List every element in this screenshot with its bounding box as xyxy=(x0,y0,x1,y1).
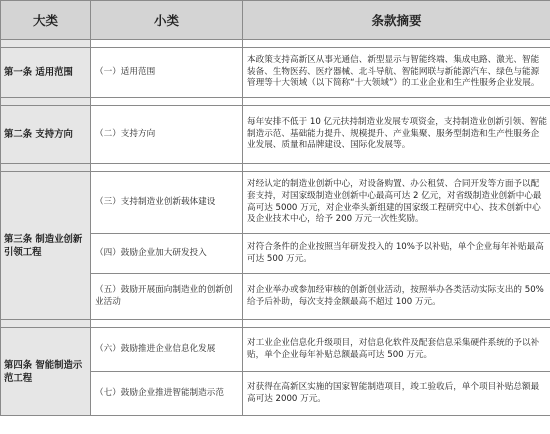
item-6-summary: 对工业企业信息化升级项目，对信息化软件及配套信息采集硬件系统的予以补贴，单个企业每年补贴总额最高可达 500 万元。 xyxy=(243,328,550,372)
header-minor-category: 小类 xyxy=(91,1,243,40)
item-5-summary: 对企业举办或参加经审核的创新创业活动，按照举办各类活动实际支出的 50%给予后补助，每次支持金额最高不超过 100 万元。 xyxy=(243,274,550,320)
spacer-cell xyxy=(1,40,91,48)
item-1-minor: （一）适用范围 xyxy=(91,48,243,98)
header-clause-summary: 条款摘要 xyxy=(243,1,550,40)
article-2-title: 第二条 支持方向 xyxy=(1,106,91,164)
item-3-summary: 对经认定的制造业创新中心，对设备购置、办公租赁、合同开发等方面予以配套支持，对国家级制造业创新中心最高可达 2 亿元，对省级制造业创新中心最高可达 5000 万元，对企业牵头新组建的国家级工程研究中心、技术创新中心及企业技术中心，给予 200 万元一次性奖励。 xyxy=(243,172,550,234)
spacer-cell xyxy=(91,40,243,48)
item-2-minor: （二）支持方向 xyxy=(91,106,243,164)
spacer-row xyxy=(1,164,550,172)
table-row xyxy=(1,48,550,98)
item-7-summary: 对获得在高新区实施的国家智能制造项目，竣工验收后，单个项目补贴总额最高可达 2000 万元。 xyxy=(243,372,550,416)
article-4-title: 第四条 智能制造示范工程 xyxy=(1,328,91,416)
spacer-row xyxy=(1,320,550,328)
item-3-minor: （三）支持制造业创新载体建设 xyxy=(91,172,243,234)
item-1-summary: 本政策支持高新区从事光通信、新型显示与智能终端、集成电路、激光、智能装备、生物医药、医疗器械、北斗导航、智能网联与新能源汽车、绿色与能源管理等十大领域（以下简称“十大领域”）的工业企业和生产性服务企业发展。 xyxy=(243,48,550,98)
table-row xyxy=(1,172,550,234)
spacer-cell xyxy=(243,98,550,106)
spacer-row xyxy=(1,40,550,48)
spacer-cell xyxy=(243,40,550,48)
item-7-minor: （七）鼓励企业推进智能制造示范 xyxy=(91,372,243,416)
item-2-summary: 每年安排不低于 10 亿元扶持制造业发展专项资金，支持制造业创新引领、智能制造示范、基础能力提升、规模提升、产业集聚、服务型制造和生产性服务企业发展、质量和品牌建设、国际化发展等。 xyxy=(243,106,550,164)
spacer-cell xyxy=(1,320,91,328)
article-1-title: 第一条 适用范围 xyxy=(1,48,91,98)
table-row xyxy=(1,106,550,164)
spacer-cell xyxy=(91,164,243,172)
spacer-cell xyxy=(243,320,550,328)
spacer-cell xyxy=(91,98,243,106)
spacer-cell xyxy=(91,320,243,328)
spacer-cell xyxy=(1,98,91,106)
table-row xyxy=(1,328,550,372)
spacer-cell xyxy=(1,164,91,172)
header-major-category: 大类 xyxy=(1,1,91,40)
spacer-row xyxy=(1,98,550,106)
item-6-minor: （六）鼓励推进企业信息化发展 xyxy=(91,328,243,372)
spacer-cell xyxy=(243,164,550,172)
item-4-summary: 对符合条件的企业按照当年研发投入的 10%予以补贴，单个企业每年补贴最高可达 500 万元。 xyxy=(243,234,550,274)
item-4-minor: （四）鼓励企业加大研发投入 xyxy=(91,234,243,274)
header-row xyxy=(1,1,550,40)
item-5-minor: （五）鼓励开展面向制造业的创新创业活动 xyxy=(91,274,243,320)
article-3-title: 第三条 制造业创新引领工程 xyxy=(1,172,91,320)
